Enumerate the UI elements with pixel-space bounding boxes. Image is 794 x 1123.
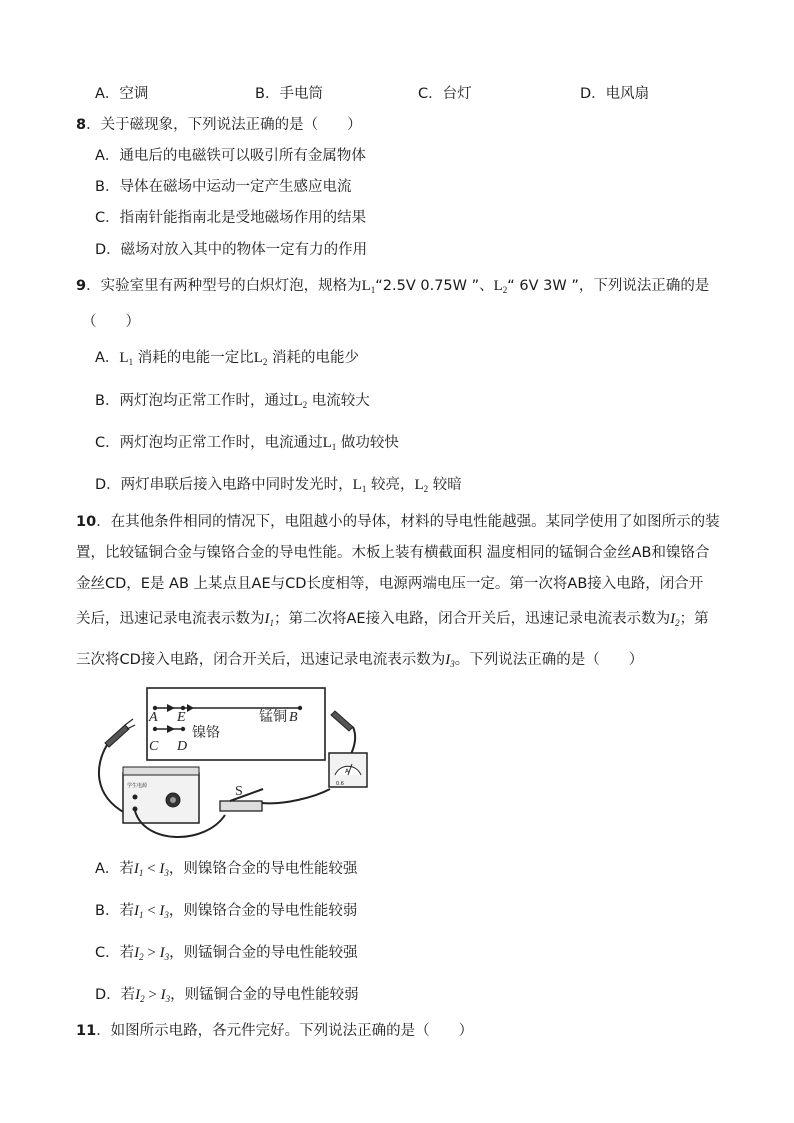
- l-letter: L: [119, 350, 129, 366]
- label-s: S: [235, 784, 243, 799]
- l-subscript: 1: [331, 442, 337, 452]
- l2-symbol: [494, 278, 508, 294]
- wooden-board: [147, 688, 325, 760]
- l-subscript: 1: [370, 285, 376, 295]
- label-d: D: [177, 739, 188, 754]
- q10-option-d: [95, 983, 359, 1004]
- i-subscript: 2: [140, 994, 145, 1004]
- option-label: A．若: [95, 861, 134, 877]
- switch-s: [220, 784, 263, 811]
- i3-symbol: [445, 652, 455, 668]
- l-subscript: 1: [128, 357, 134, 367]
- comparison-op: >: [144, 987, 161, 1003]
- power-supply: [123, 767, 199, 823]
- q10-stem-line-1: [76, 510, 720, 531]
- i2-symbol: [670, 611, 680, 627]
- condition: [134, 861, 169, 877]
- q8-option-b: B．导体在磁场中运动一定产生感应电流: [95, 179, 352, 195]
- point-b: [298, 706, 302, 710]
- comparison-op: <: [143, 861, 160, 877]
- l-letter: L: [414, 477, 424, 493]
- l2-symbol: [293, 393, 307, 409]
- comparison-op: <: [143, 903, 160, 919]
- q8-stem: [76, 113, 362, 134]
- q7-option-c: C．台灯: [418, 86, 472, 102]
- q9-option-d: [95, 473, 462, 494]
- option-label: C．若: [95, 945, 135, 961]
- q10-number: 10: [76, 514, 97, 530]
- i-subscript: 1: [138, 868, 144, 878]
- option-text: 消耗的电能一定比: [133, 350, 254, 366]
- i-letter: I: [445, 652, 451, 668]
- i-subscript: 3: [165, 994, 171, 1004]
- l1-symbol: [119, 350, 133, 366]
- l1-symbol: [362, 278, 376, 294]
- label-mn-cu: 锰铜: [259, 709, 287, 725]
- l-letter: L: [253, 350, 263, 366]
- l2-spec: “ 6V 3W ”，下列说法正确的是: [507, 278, 710, 294]
- label-e: E: [177, 710, 186, 725]
- i-letter: I: [159, 945, 165, 961]
- option-text: ，则镍铬合金的导电性能较强: [168, 861, 358, 877]
- option-label: D．若: [95, 987, 136, 1003]
- q8-stem-text: ．关于磁现象，下列说法正确的是（ ）: [86, 117, 362, 133]
- q10-stem-line-2: 置，比较锰铜合金与镍铬合金的导电性能。木板上装有横截面积 温度相同的锰铜合金丝AB和镍铬合: [76, 545, 710, 561]
- i-letter: I: [159, 903, 165, 919]
- condition: [134, 945, 169, 961]
- l-subscript: 2: [302, 400, 308, 410]
- q10-stem-text: 关后，迅速记录电流表示数为: [76, 611, 265, 627]
- q10-stem-line-3: 金丝CD，E是 AB 上某点且AE与CD长度相等，电源两端电压一定。第一次将AB接入电路，闭合开: [76, 576, 704, 592]
- q10-stem-text: ；第二次将AE接入电路，闭合开关后，迅速记录电流表示数为: [274, 611, 671, 627]
- option-text: B．两灯泡均正常工作时，通过: [95, 393, 294, 409]
- l1-spec: “2.5V 0.75W ”、: [375, 278, 494, 294]
- q7-option-b: B．手电筒: [255, 86, 323, 102]
- i-subscript: 2: [675, 618, 680, 628]
- q10-option-a: [95, 857, 357, 878]
- i-letter: I: [264, 611, 270, 627]
- q9-number: 9: [76, 278, 87, 294]
- option-text: 电流较大: [307, 393, 370, 409]
- i-subscript: 3: [164, 952, 170, 962]
- option-text: 较暗: [428, 477, 462, 493]
- i-letter: I: [160, 987, 166, 1003]
- i-letter: I: [135, 987, 141, 1003]
- option-text: ，则镍铬合金的导电性能较弱: [168, 903, 358, 919]
- q10-stem-line-5: [76, 648, 643, 669]
- q7-option-a: A．空调: [95, 86, 149, 102]
- i-subscript: 1: [138, 910, 144, 920]
- q7-options: [0, 82, 794, 102]
- condition: [135, 987, 170, 1003]
- comparison-op: >: [143, 945, 160, 961]
- l1-symbol: [353, 477, 367, 493]
- condition: [134, 903, 169, 919]
- l1-symbol: [323, 435, 337, 451]
- q9-option-b: [95, 389, 370, 410]
- q8-option-d: D．磁场对放入其中的物体一定有力的作用: [95, 242, 368, 258]
- l-subscript: 1: [361, 484, 367, 494]
- i-letter: I: [134, 945, 140, 961]
- label-ni-cr: 镍铬: [192, 725, 220, 741]
- q10-option-c: [95, 941, 358, 962]
- option-text: 做功较快: [336, 435, 399, 451]
- i-letter: I: [133, 903, 139, 919]
- label-a: A: [149, 710, 158, 725]
- q11-stem: [76, 1019, 473, 1040]
- q8-option-c: C．指南针能指南北是受地磁场作用的结果: [95, 210, 367, 226]
- q9-option-c: [95, 431, 399, 452]
- ammeter: [329, 753, 367, 787]
- q11-number: 11: [76, 1023, 97, 1039]
- q10-stem-text: ；第: [679, 611, 709, 627]
- l-subscript: 2: [423, 484, 429, 494]
- power-supply-label: 学生电源: [127, 783, 148, 789]
- l-letter: L: [293, 393, 303, 409]
- l-letter: L: [352, 477, 362, 493]
- point-c: [153, 727, 157, 731]
- l-letter: L: [493, 278, 503, 294]
- q9-stem: [76, 274, 709, 295]
- q10-option-b: [95, 899, 357, 920]
- l2-symbol: [414, 477, 428, 493]
- q7-option-d: D．电风扇: [580, 86, 650, 102]
- ammeter-scale: 0.6: [336, 781, 344, 787]
- i-subscript: 3: [164, 910, 169, 920]
- option-text: ，则锰铜合金的导电性能较弱: [170, 987, 359, 1003]
- q10-stem-text: 。下列说法正确的是（ ）: [454, 652, 644, 668]
- q10-stem-text: 三次将CD接入电路，闭合开关后，迅速记录电流表示数为: [76, 652, 446, 668]
- i1-symbol: [265, 611, 275, 627]
- q11-stem-text: ．如图所示电路，各元件完好。下列说法正确的是（ ）: [96, 1023, 474, 1039]
- l2-symbol: [254, 350, 268, 366]
- option-text: 消耗的电能少: [267, 350, 359, 366]
- i-letter: I: [670, 611, 676, 627]
- i-letter: I: [159, 861, 165, 877]
- label-c: C: [149, 739, 159, 754]
- l-letter: L: [322, 435, 332, 451]
- option-text: D．两灯串联后接入电路中同时发光时，: [95, 477, 353, 493]
- i-letter: I: [133, 861, 139, 877]
- q10-stem-line-4: [76, 607, 709, 628]
- i-subscript: 3: [164, 868, 169, 878]
- i-subscript: 2: [139, 952, 144, 962]
- wire-switch-ammeter: [262, 789, 330, 803]
- q8-number: 8: [76, 117, 87, 133]
- i-subscript: 1: [269, 618, 274, 628]
- option-label: A．: [95, 350, 120, 366]
- q9-answer-paren: （ ）: [82, 314, 140, 330]
- q10-circuit-figure: [95, 685, 385, 850]
- q9-option-a: [95, 346, 359, 367]
- point-d: [181, 727, 185, 731]
- l-subscript: 2: [262, 357, 268, 367]
- option-text: 较亮，: [366, 477, 415, 493]
- q8-option-a: A．通电后的电磁铁可以吸引所有金属物体: [95, 148, 366, 164]
- option-text: ，则锰铜合金的导电性能较强: [169, 945, 358, 961]
- option-text: C．两灯泡均正常工作时，电流通过: [95, 435, 323, 451]
- q10-stem-text: ．在其他条件相同的情况下，电阻越小的导体，材料的导电性能越强。某同学使用了如图所示的装: [96, 514, 720, 530]
- q9-stem-text: ．实验室里有两种型号的白炽灯泡，规格为: [86, 278, 362, 294]
- i-subscript: 3: [450, 659, 455, 669]
- option-label: B．若: [95, 903, 134, 919]
- l-subscript: 2: [502, 285, 508, 295]
- l-letter: L: [361, 278, 371, 294]
- ammeter-symbol: A: [345, 768, 350, 775]
- label-b: B: [289, 710, 298, 725]
